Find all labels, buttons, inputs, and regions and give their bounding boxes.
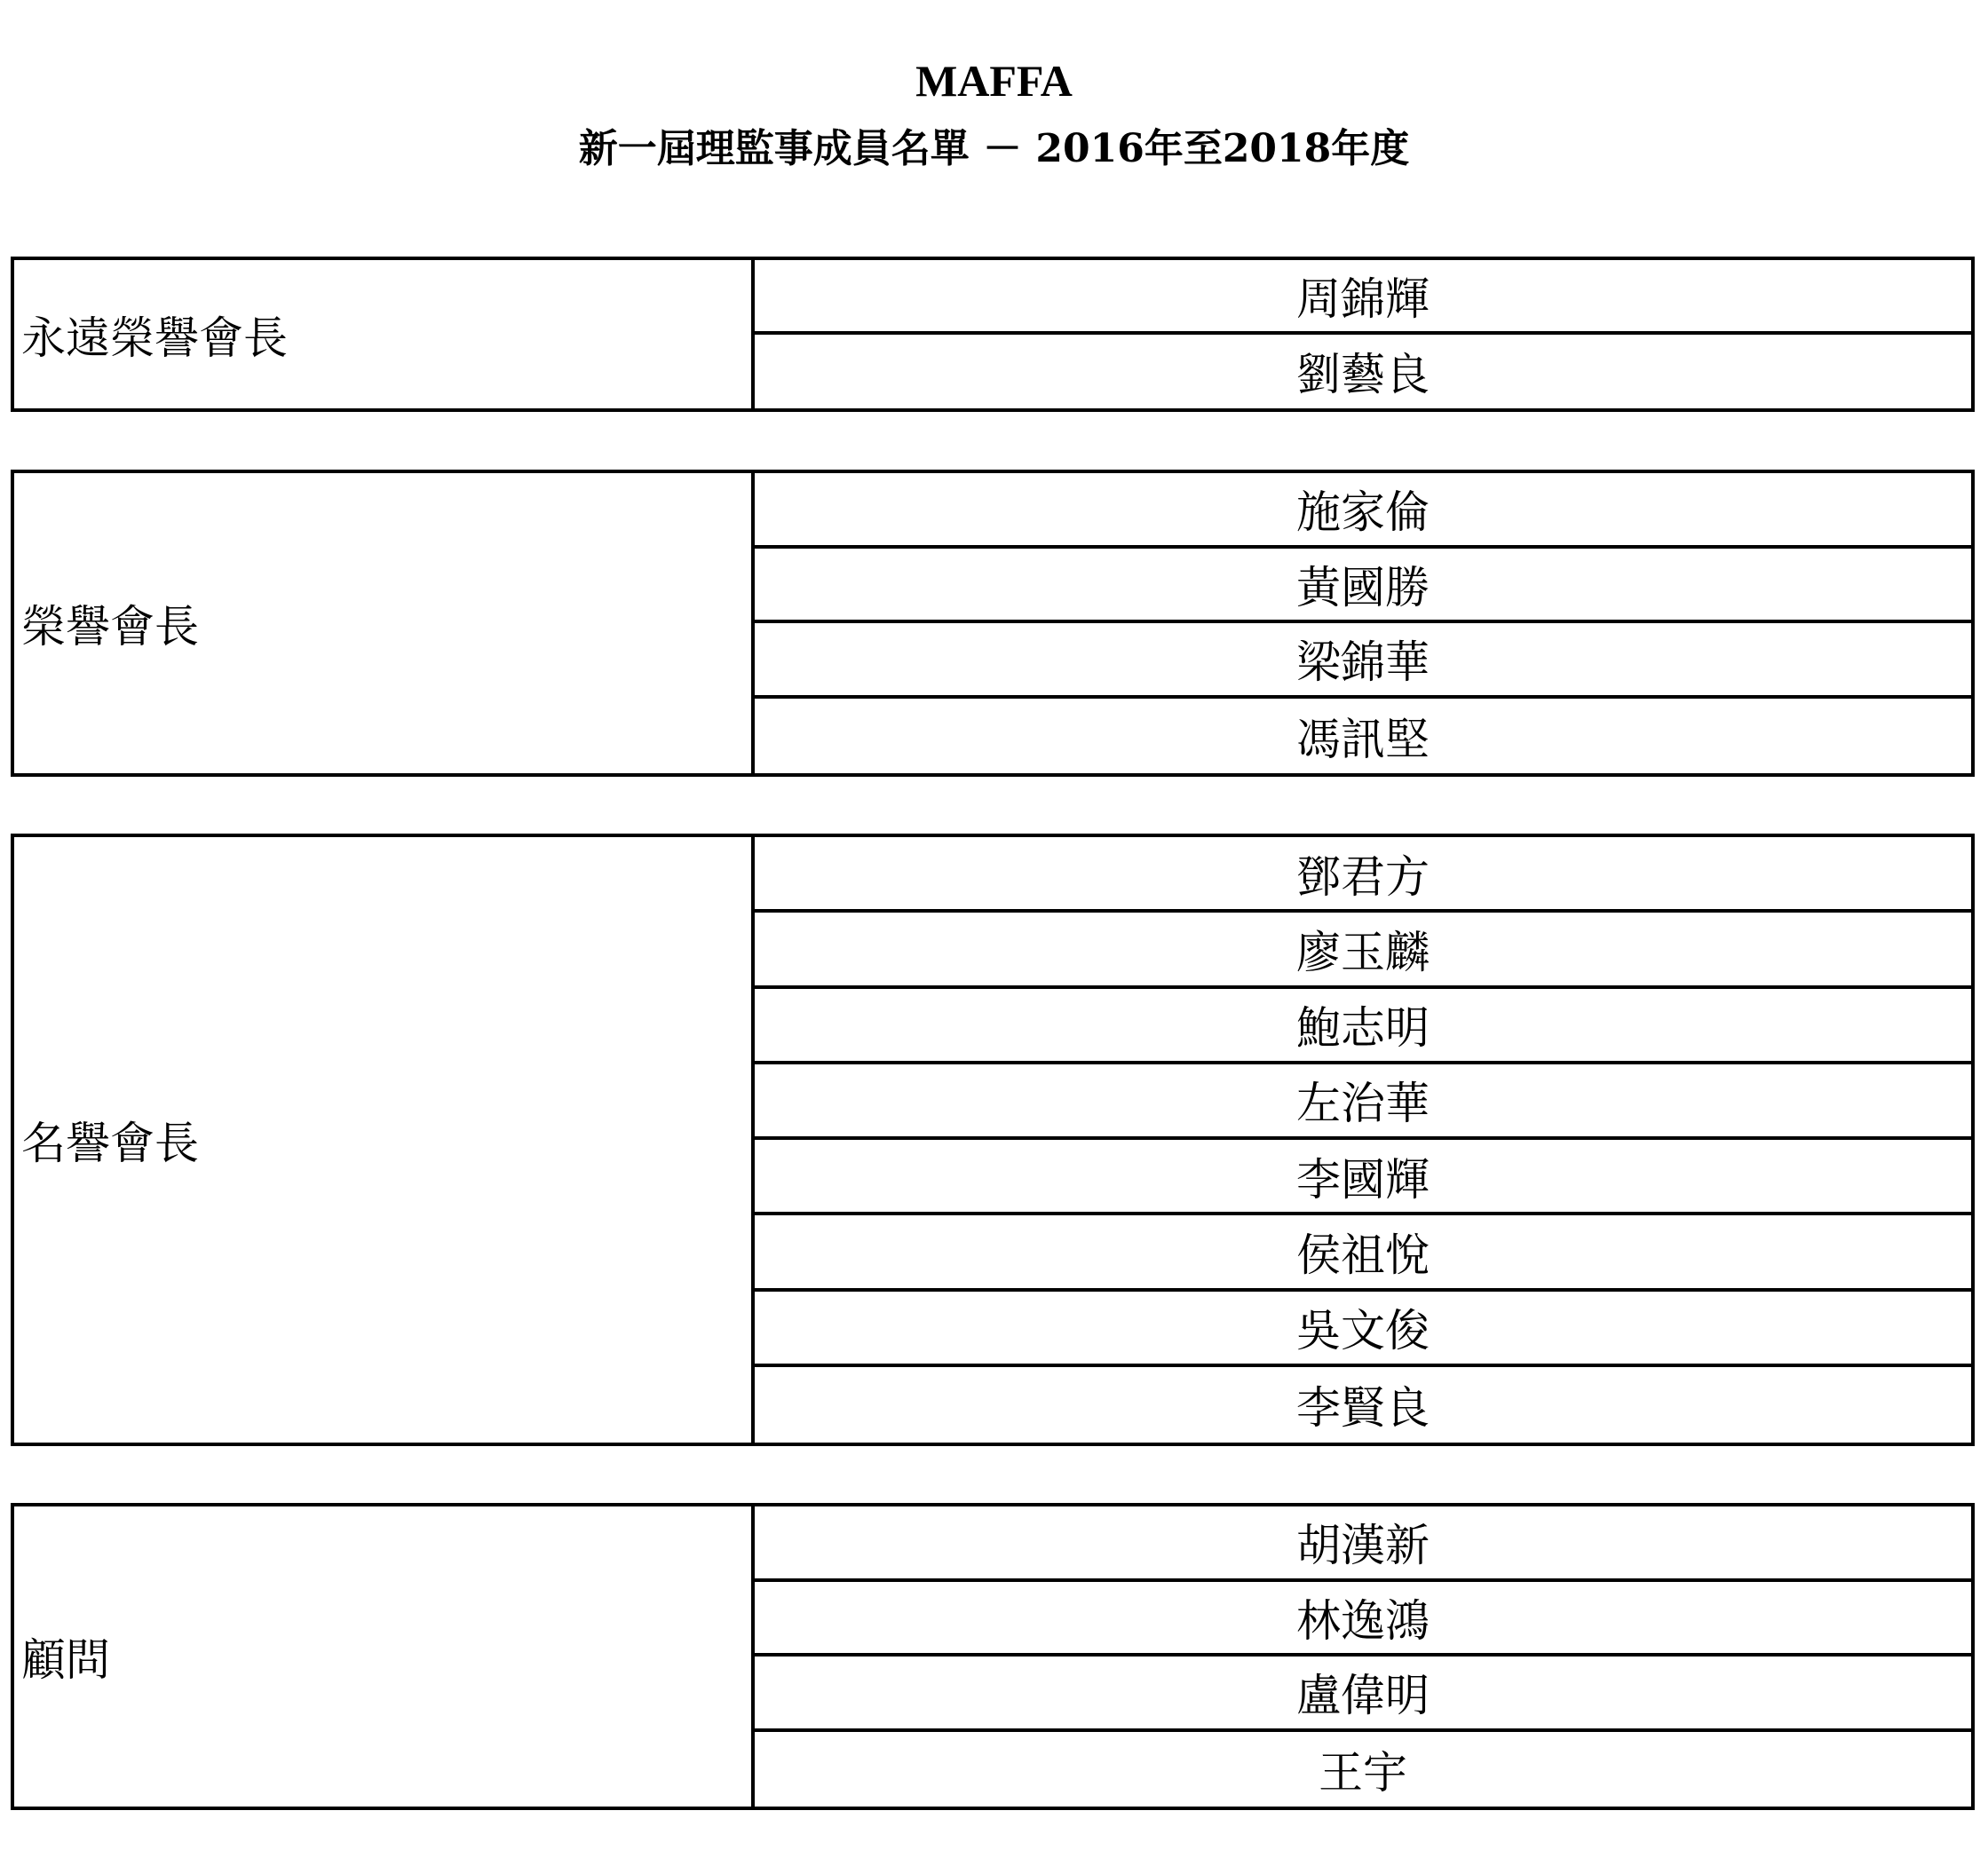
member-name: 林逸鴻 — [755, 1582, 1971, 1657]
role-group-honorary-chairman — [11, 834, 1975, 1446]
member-list — [755, 473, 1971, 773]
member-name: 廖玉麟 — [755, 913, 1971, 988]
member-name: 侯祖悅 — [755, 1215, 1971, 1291]
role-group-permanent-honorary-president — [11, 257, 1975, 412]
member-list — [755, 260, 1971, 408]
member-name: 馮訊堅 — [1296, 713, 1430, 765]
member-name: 胡漢新 — [755, 1506, 1971, 1582]
role-label: 榮譽會長 — [14, 473, 755, 773]
role-label: 永遠榮譽會長 — [14, 260, 755, 408]
document-title: 新一屆理監事成員名單 － 2016年至2018年度 — [578, 126, 1410, 171]
role-label: 名譽會長 — [14, 837, 755, 1443]
member-name: 王宇 — [1319, 1746, 1407, 1799]
member-name: 施家倫 — [755, 473, 1971, 549]
member-list — [755, 837, 1971, 1443]
member-name: 黃國勝 — [755, 549, 1971, 624]
member-name: 鄧君方 — [755, 837, 1971, 913]
member-name: 劉藝良 — [1296, 349, 1430, 401]
member-name: 吳文俊 — [755, 1292, 1971, 1367]
role-label: 顧問 — [14, 1506, 755, 1807]
member-name: 李國輝 — [755, 1140, 1971, 1215]
role-group-honorary-president — [11, 470, 1975, 777]
organization-name: MAFFA — [915, 56, 1073, 106]
member-name: 周錦輝 — [755, 260, 1971, 335]
member-name: 梁錦華 — [755, 623, 1971, 699]
role-group-advisor — [11, 1503, 1975, 1810]
member-name: 左治華 — [755, 1064, 1971, 1140]
member-list — [755, 1506, 1971, 1807]
member-name: 盧偉明 — [755, 1657, 1971, 1732]
member-name: 李賢良 — [1296, 1382, 1430, 1435]
member-name: 鮑志明 — [755, 989, 1971, 1064]
